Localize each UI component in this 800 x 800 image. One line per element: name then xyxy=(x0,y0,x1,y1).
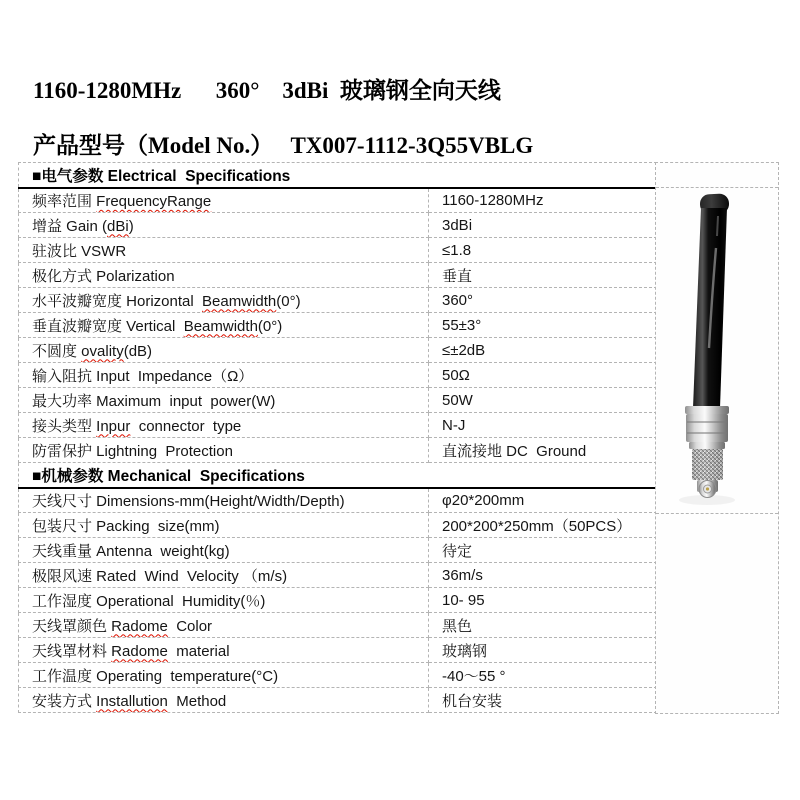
spec-value: N-J xyxy=(429,413,657,438)
spec-row xyxy=(19,238,657,263)
spec-value: 55±3° xyxy=(429,313,657,338)
spec-label xyxy=(19,188,429,213)
spec-row xyxy=(19,363,657,388)
page-title: 1160-1280MHz 360° 3dBi 玻璃钢全向天线 xyxy=(33,78,501,103)
label-text: 频率范围 xyxy=(32,192,97,210)
spec-row xyxy=(19,688,657,713)
label-text: 工作湿度 Operational Humidity(％) xyxy=(32,592,266,610)
label-text: 包装尺寸 Packing size(mm) xyxy=(32,517,220,535)
misspelled-word: Radome xyxy=(111,642,168,660)
label-text: 天线尺寸 Dimensions-mm(Height/Width/Depth) xyxy=(32,492,345,510)
spec-row xyxy=(19,513,657,538)
spec-label xyxy=(19,388,429,413)
spec-label xyxy=(19,338,429,363)
section-title: ■机械参数 Mechanical Specifications xyxy=(19,463,657,488)
image-panel-empty-cell xyxy=(656,514,778,713)
label-text: 安装方式 xyxy=(32,692,97,710)
spec-value: 360° xyxy=(429,288,657,313)
spec-label xyxy=(19,313,429,338)
spec-row xyxy=(19,288,657,313)
spec-label xyxy=(19,288,429,313)
spec-label xyxy=(19,363,429,388)
label-text: 最大功率 Maximum input power(W) xyxy=(32,392,276,410)
spec-value: 3dBi xyxy=(429,213,657,238)
spec-label xyxy=(19,663,429,688)
label-text: 防雷保护 Lightning Protection xyxy=(32,442,233,460)
spec-row xyxy=(19,313,657,338)
spec-row xyxy=(19,588,657,613)
spec-table xyxy=(18,162,657,713)
spec-value: 200*200*250mm（50PCS） xyxy=(429,513,657,538)
spec-value: 50Ω xyxy=(429,363,657,388)
spec-label xyxy=(19,588,429,613)
spec-value: -40～55 ° xyxy=(429,663,657,688)
antenna-photo xyxy=(656,188,778,514)
label-text: 接头类型 xyxy=(32,417,97,435)
spec-label xyxy=(19,513,429,538)
spec-value: 垂直 xyxy=(429,263,657,288)
misspelled-word: ovality xyxy=(81,342,124,360)
spec-row xyxy=(19,538,657,563)
spec-label xyxy=(19,238,429,263)
spec-label xyxy=(19,213,429,238)
label-text: 增益 Gain ( xyxy=(32,217,108,235)
model-line xyxy=(33,127,533,160)
label-text: connector type xyxy=(130,417,242,435)
misspelled-word: Beamwidth xyxy=(183,317,258,335)
label-text: (0°) xyxy=(276,292,301,310)
label-text: 极化方式 Polarization xyxy=(32,267,175,285)
label-text: 天线重量 Antenna weight(kg) xyxy=(32,542,230,560)
label-text: 水平波瓣宽度 Horizontal xyxy=(32,292,203,310)
spec-value: ≤±2dB xyxy=(429,338,657,363)
label-text: 天线罩材料 xyxy=(32,642,112,660)
spec-label xyxy=(19,538,429,563)
spec-row xyxy=(19,638,657,663)
image-panel-top-cell xyxy=(656,163,778,188)
spec-row xyxy=(19,488,657,513)
spec-label xyxy=(19,688,429,713)
spec-row xyxy=(19,663,657,688)
model-label: 产品型号（Model No.） xyxy=(33,133,274,158)
label-text: ) xyxy=(128,217,134,235)
misspelled-word: FrequencyRange xyxy=(96,192,212,210)
section-header-row xyxy=(19,463,657,488)
label-text: Color xyxy=(167,617,213,635)
spec-label xyxy=(19,563,429,588)
label-text: material xyxy=(167,642,230,660)
misspelled-word: Beamwidth xyxy=(202,292,277,310)
spec-label xyxy=(19,638,429,663)
spec-value: φ20*200mm xyxy=(429,488,657,513)
spec-value: 1160-1280MHz xyxy=(429,188,657,213)
label-text: 工作温度 Operating temperature(°C) xyxy=(32,667,279,685)
spec-table-area xyxy=(18,162,780,713)
misspelled-word: Radome xyxy=(111,617,168,635)
label-text: 输入阻抗 Input Impedance（Ω） xyxy=(32,367,254,385)
spec-value: 10- 95 xyxy=(429,588,657,613)
spec-value: 待定 xyxy=(429,538,657,563)
section-header-row xyxy=(19,163,657,188)
model-number: TX007-1112-3Q55VBLG xyxy=(273,133,534,158)
spec-row xyxy=(19,613,657,638)
spec-value: 玻璃钢 xyxy=(429,638,657,663)
label-text: 天线罩颜色 xyxy=(32,617,112,635)
misspelled-word: Inpur xyxy=(96,417,131,435)
spec-row xyxy=(19,263,657,288)
spec-row xyxy=(19,338,657,363)
label-text: 垂直波瓣宽度 Vertical xyxy=(32,317,184,335)
spec-value: 50W xyxy=(429,388,657,413)
misspelled-word: dBi xyxy=(107,217,129,235)
section-title: ■电气参数 Electrical Specifications xyxy=(19,163,657,188)
label-text: (dB) xyxy=(123,342,153,360)
spec-label xyxy=(19,263,429,288)
label-text: 极限风速 Rated Wind Velocity （m/s) xyxy=(32,567,288,585)
spec-label xyxy=(19,613,429,638)
label-text: 驻波比 VSWR xyxy=(32,242,127,260)
label-text: (0°) xyxy=(257,317,283,335)
spec-row xyxy=(19,563,657,588)
spec-label xyxy=(19,413,429,438)
spec-label xyxy=(19,488,429,513)
spec-value: ≤1.8 xyxy=(429,238,657,263)
misspelled-word: Installution xyxy=(96,692,168,710)
spec-value: 机台安装 xyxy=(429,688,657,713)
antenna-illustration xyxy=(656,188,778,514)
spec-value: 黑色 xyxy=(429,613,657,638)
spec-row xyxy=(19,413,657,438)
spec-label xyxy=(19,438,429,463)
spec-row xyxy=(19,388,657,413)
spec-row xyxy=(19,213,657,238)
spec-row xyxy=(19,188,657,213)
spec-value: 直流接地 DC Ground xyxy=(429,438,657,463)
spec-row xyxy=(19,438,657,463)
label-text: 不圆度 xyxy=(32,342,82,360)
spec-value: 36m/s xyxy=(429,563,657,588)
antenna-image-panel xyxy=(655,162,779,714)
label-text: Method xyxy=(167,692,227,710)
